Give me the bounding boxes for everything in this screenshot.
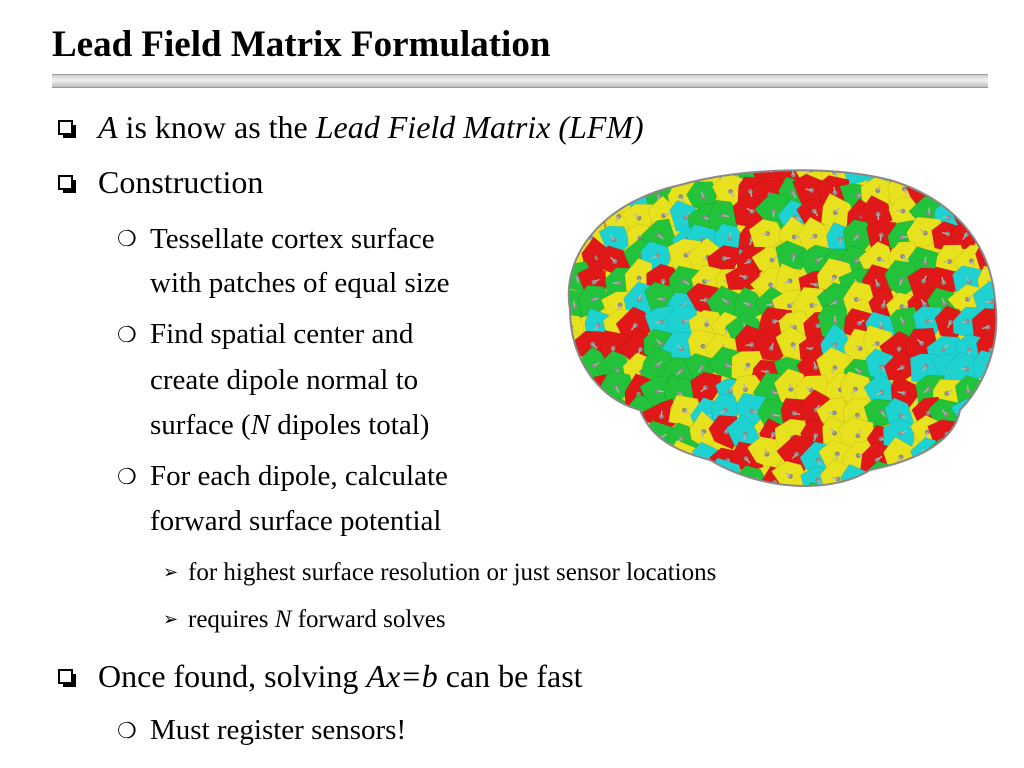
title-rule <box>52 74 988 88</box>
circle-bullet-icon: ❍ <box>117 464 137 489</box>
sub-sub-bullet-solves: requires N forward solves <box>188 606 446 633</box>
slide-title: Lead Field Matrix Formulation <box>52 24 551 65</box>
brain-cortex-tessellation-image <box>540 160 1010 500</box>
sub-bullet-register: Must register sensors! <box>150 714 407 746</box>
bullet-construction: Construction <box>98 164 264 200</box>
bullet-solving: Once found, solving Ax=b can be fast <box>98 658 583 694</box>
sub-bullet-tessellate-1: Tessellate cortex surface <box>150 223 435 255</box>
sub-bullet-dipole-1: For each dipole, calculate <box>150 460 448 492</box>
sub-bullet-tessellate-2: with patches of equal size <box>150 267 450 299</box>
sub-bullet-center-2: create dipole normal to <box>150 364 419 396</box>
bullet-lfm: A is know as the Lead Field Matrix (LFM) <box>98 109 644 145</box>
circle-bullet-icon: ❍ <box>117 226 137 251</box>
square-bullet-icon <box>58 669 73 684</box>
arrow-bullet-icon: ➢ <box>163 562 179 582</box>
matrix-a: A <box>98 109 118 145</box>
square-bullet-icon <box>58 175 73 190</box>
sub-bullet-dipole-2: forward surface potential <box>150 505 442 537</box>
sub-bullet-center-1: Find spatial center and <box>150 318 414 350</box>
lfm-term: Lead Field Matrix (LFM) <box>315 109 644 145</box>
sub-bullet-center-3: surface (N dipoles total) <box>150 409 430 441</box>
circle-bullet-icon: ❍ <box>117 718 137 743</box>
sub-sub-bullet-resolution: for highest surface resolution or just sensor locations <box>188 559 717 586</box>
circle-bullet-icon: ❍ <box>117 322 137 347</box>
square-bullet-icon <box>58 120 73 135</box>
arrow-bullet-icon: ➢ <box>163 609 179 629</box>
